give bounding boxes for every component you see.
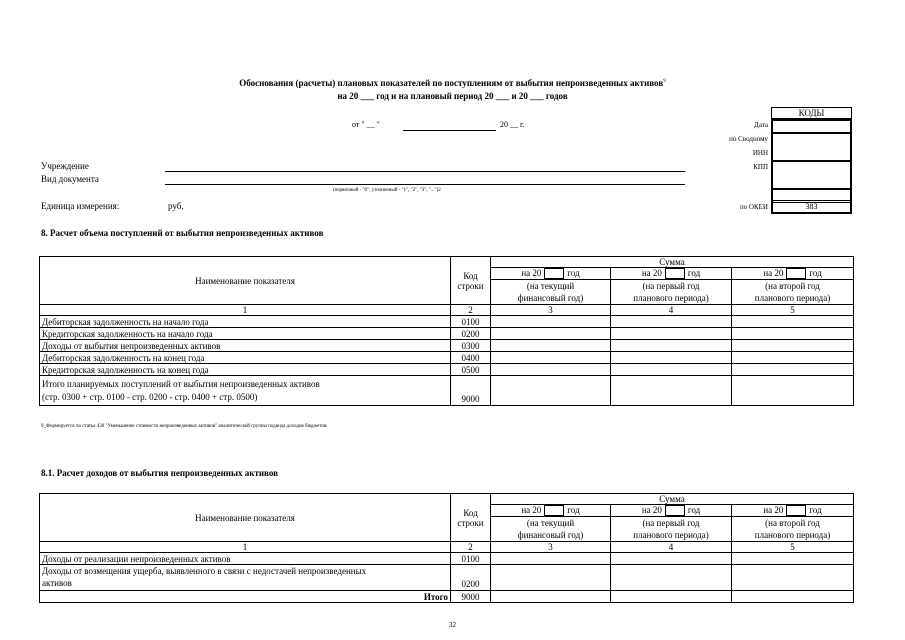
value-cell[interactable] — [611, 328, 732, 340]
col-sum-header: Сумма — [491, 494, 854, 505]
colnum-4: 4 — [611, 305, 732, 316]
unit-label: Единица измерения: — [41, 201, 120, 211]
table-row — [40, 352, 854, 364]
col5-year: на 20 год — [732, 268, 854, 280]
date-suffix: 20 __ г. — [500, 120, 525, 129]
row-code: 0100 — [451, 316, 491, 328]
value-cell[interactable] — [732, 553, 854, 565]
table-row — [40, 553, 854, 565]
date-prefix: от " __ " — [352, 120, 380, 129]
col3-desc: (на текущий финансовый год) — [491, 517, 611, 542]
value-cell[interactable] — [611, 364, 732, 376]
colnum-2: 2 — [451, 542, 491, 553]
row-code: 0200 — [451, 328, 491, 340]
section81-title: 8.1. Расчет доходов от выбытия непроизведенных активов — [41, 468, 278, 478]
col5-desc: (на второй год планового периода) — [732, 517, 854, 542]
col-code-header: Код строки — [451, 494, 491, 542]
value-cell[interactable] — [732, 591, 854, 603]
col4-desc: (на первый год планового периода) — [611, 280, 732, 305]
col-name-header: Наименование показателя — [40, 257, 451, 305]
col4-year: на 20 год — [611, 505, 732, 517]
colnum-5: 5 — [732, 305, 854, 316]
total-row-code: 9000 — [451, 376, 491, 406]
total-row-name: Итого планируемых поступлений от выбытия непроизведенных активов (стр. 0300 + стр. 0100 - стр. 0200 - стр. 0400 + стр. 0500) — [40, 376, 451, 406]
row-name: Доходы от возмещения ущерба, выявленного в связи с недостачей непроизведенных активов — [40, 565, 451, 591]
value-cell[interactable] — [732, 376, 854, 406]
section8-table — [39, 256, 854, 406]
value-cell[interactable] — [491, 364, 611, 376]
total-row-code: 9000 — [451, 591, 491, 603]
col4-desc: (на первый год планового периода) — [611, 517, 732, 542]
row-name: Доходы от реализации непроизведенных активов — [40, 553, 451, 565]
doc-type-hint: (первичный - "0", уточненный - "1", "2", "3", "...")2 — [333, 188, 441, 193]
row-name: Кредиторская задолженность на конец года — [40, 364, 451, 376]
colnum-5: 5 — [732, 542, 854, 553]
colnum-2: 2 — [451, 305, 491, 316]
row-code: 0100 — [451, 553, 491, 565]
value-cell[interactable] — [611, 591, 732, 603]
code-svod-cell — [771, 133, 852, 161]
value-cell[interactable] — [611, 316, 732, 328]
code-label-kpp: КПП — [753, 163, 768, 171]
date-month-line — [403, 130, 496, 131]
col5-desc: (на второй год планового периода) — [732, 280, 854, 305]
value-cell[interactable] — [491, 328, 611, 340]
value-cell[interactable] — [491, 591, 611, 603]
colnum-3: 3 — [491, 542, 611, 553]
okei-code: 383 — [771, 200, 852, 214]
colnum-3: 3 — [491, 305, 611, 316]
institution-label: Учреждение — [41, 161, 89, 171]
page-subtitle: на 20 ___ год и на плановый период 20 ___ и 20 ___ годов — [337, 91, 568, 101]
doc-type-label: Вид документа — [41, 174, 99, 184]
value-cell[interactable] — [732, 352, 854, 364]
code-label-inn: ИНН — [752, 149, 768, 157]
unit-value: руб. — [168, 201, 184, 211]
value-cell[interactable] — [491, 340, 611, 352]
value-cell[interactable] — [732, 328, 854, 340]
value-cell[interactable] — [611, 553, 732, 565]
table-row — [40, 316, 854, 328]
codes-heading: КОДЫ — [771, 107, 852, 119]
footnote: 9_Формируется по статье 430 "Уменьшение стоимости непроизведенных активов" аналитической группы подвида доходов бюджетов. — [41, 424, 328, 429]
value-cell[interactable] — [491, 565, 611, 591]
colnum-4: 4 — [611, 542, 732, 553]
row-name: Дебиторская задолженность на начало года — [40, 316, 451, 328]
section81-table — [39, 493, 854, 603]
colnum-1: 1 — [40, 542, 451, 553]
page-number: 32 — [449, 621, 456, 629]
table-row — [40, 364, 854, 376]
col-code-header: Код строки — [451, 257, 491, 305]
table-row-total — [40, 591, 854, 603]
colnum-1: 1 — [40, 305, 451, 316]
code-date-cell — [771, 119, 852, 133]
page-title: Обоснования (расчеты) плановых показателей по поступлениям от выбытия непроизведенных активов$^9$ — [239, 78, 666, 88]
col5-year: на 20 год — [732, 505, 854, 517]
col4-year: на 20 год — [611, 268, 732, 280]
col3-desc: (на текущий финансовый год) — [491, 280, 611, 305]
value-cell[interactable] — [611, 376, 732, 406]
value-cell[interactable] — [491, 376, 611, 406]
value-cell[interactable] — [732, 316, 854, 328]
code-inn-kpp-cell — [771, 161, 852, 189]
value-cell[interactable] — [611, 340, 732, 352]
row-name: Кредиторская задолженность на начало года — [40, 328, 451, 340]
value-cell[interactable] — [491, 553, 611, 565]
row-code: 0400 — [451, 352, 491, 364]
title-footnote-mark: 9 — [663, 79, 666, 84]
table-row — [40, 328, 854, 340]
col3-year: на 20 год — [491, 268, 611, 280]
table-row — [40, 340, 854, 352]
value-cell[interactable] — [611, 352, 732, 364]
col-sum-header: Сумма — [491, 257, 854, 268]
table-row-total — [40, 376, 854, 406]
row-name: Дебиторская задолженность на конец года — [40, 352, 451, 364]
total-row-name: Итого — [40, 591, 451, 603]
col-name-header: Наименование показателя — [40, 494, 451, 542]
institution-line — [165, 171, 685, 172]
value-cell[interactable] — [732, 364, 854, 376]
doc-type-line — [165, 184, 685, 185]
table-row — [40, 565, 854, 591]
value-cell[interactable] — [491, 316, 611, 328]
value-cell[interactable] — [732, 565, 854, 591]
row-code: 0300 — [451, 340, 491, 352]
value-cell[interactable] — [732, 340, 854, 352]
section8-title: 8. Расчет объема поступлений от выбытия непроизведенных активов — [41, 228, 324, 238]
code-label-date: Дата — [754, 121, 768, 129]
row-code: 0500 — [451, 364, 491, 376]
col3-year: на 20 год — [491, 505, 611, 517]
value-cell[interactable] — [611, 565, 732, 591]
okei-label: по ОКЕИ — [739, 203, 768, 211]
row-code: 0200 — [451, 565, 491, 591]
value-cell[interactable] — [491, 352, 611, 364]
row-name: Доходы от выбытия непроизведенных активов — [40, 340, 451, 352]
code-label-svod: по Сводному — [729, 135, 768, 143]
